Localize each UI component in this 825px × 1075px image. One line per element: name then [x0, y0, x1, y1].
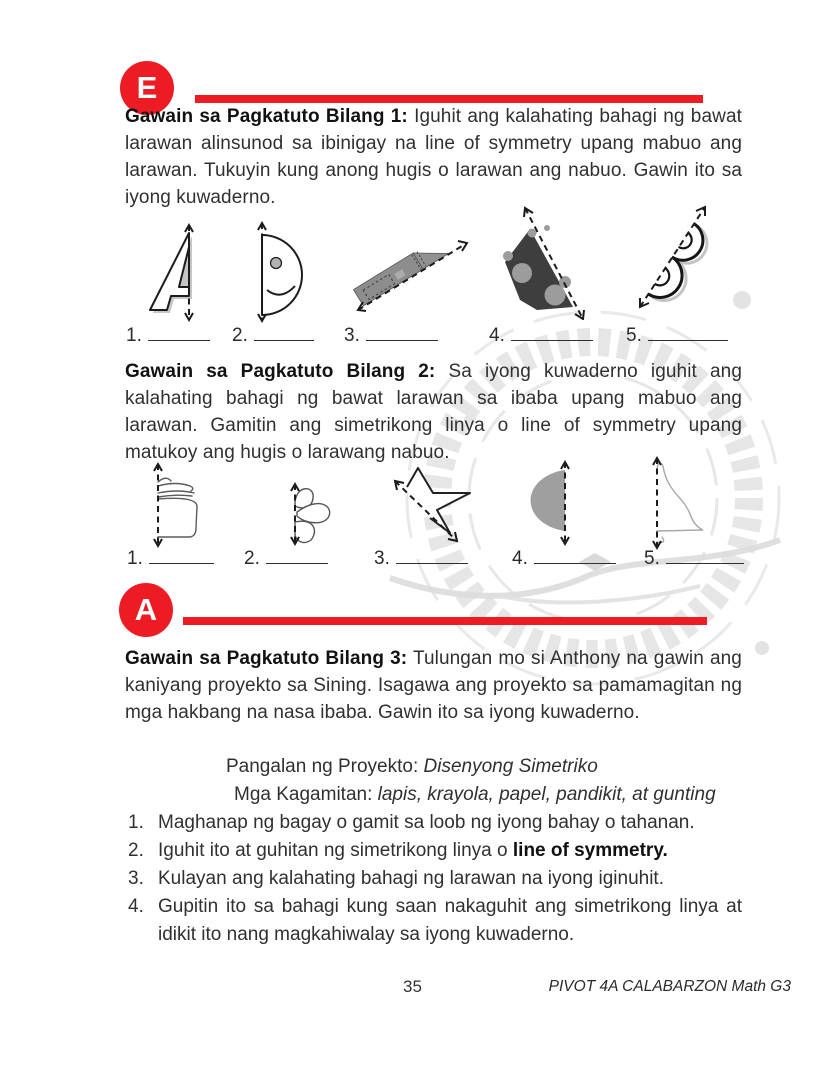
- step-item: [128, 809, 742, 837]
- answer-number: 1.: [126, 325, 142, 346]
- answer-number: 4.: [489, 325, 505, 346]
- half-letter-b-image: [630, 200, 725, 315]
- activity3-instructions: Tulungan mo si Anthony na gawin ang kaniyang proyekto sa Sining. Isagawa ang proyekto sa pamamagitan ng mga hakbang na nasa ibaba. Gawin ito sa iyong kuwaderno.: [125, 648, 742, 723]
- step-text: Iguhit ito at guhitan ng simetrikong linya o line of symmetry.: [158, 840, 668, 861]
- symmetry-axis: [154, 464, 162, 546]
- answer-item: [344, 325, 438, 347]
- step-number: 4.: [128, 896, 144, 917]
- answer-item: [489, 325, 593, 347]
- project-name-line: [226, 753, 716, 781]
- eye: [271, 258, 282, 269]
- answer-number: 1.: [127, 548, 143, 569]
- answer-blank[interactable]: [396, 548, 468, 564]
- answer-item: [126, 325, 210, 347]
- step-text: Gupitin ito sa bahagi kung saan nakaguhit ang simetrikong linya at idikit ito nang magkahiwalay sa iyong kuwaderno.: [158, 896, 742, 945]
- answer-item: [626, 325, 728, 347]
- answer-number: 3.: [344, 325, 360, 346]
- answer-item: [232, 325, 314, 347]
- half-flower-image: [285, 478, 335, 550]
- half-cookie-image: [495, 200, 590, 320]
- materials-label: Mga Kagamitan:: [234, 784, 373, 805]
- answer-number: 5.: [626, 325, 642, 346]
- answer-blank[interactable]: [534, 548, 616, 564]
- half-circle-shape: [531, 470, 565, 531]
- half-smiley-face-image: [250, 215, 310, 330]
- answer-item: [374, 548, 468, 570]
- answer-blank[interactable]: [648, 325, 728, 341]
- answer-blank[interactable]: [149, 548, 214, 564]
- red-divider-1: [195, 95, 703, 103]
- activity1-answer-row: [0, 325, 825, 349]
- activity2-instructions: Sa iyong kuwaderno iguhit ang kalahating bahagi ng bawat larawan sa ibaba upang mabuo ang larawan. Gamitin ang simetrikong linya o line of symmetry upang matukoy ang hugis o larawang nabuo.: [125, 361, 742, 463]
- badge-a-letter: A: [134, 592, 158, 627]
- half-star-shape: [407, 468, 470, 533]
- half-bell-image: [645, 450, 715, 555]
- step-text: Maghanap ng bagay o gamit sa loob ng iyong bahay o tahanan.: [158, 812, 695, 833]
- answer-item: [644, 548, 744, 570]
- answer-item: [512, 548, 616, 570]
- activity1-paragraph: [125, 103, 742, 211]
- answer-blank[interactable]: [366, 325, 438, 341]
- activity2-title: Gawain sa Pagkatuto Bilang 2:: [125, 361, 436, 382]
- answer-number: 4.: [512, 548, 528, 569]
- half-circle-image: [515, 452, 580, 552]
- activity1-instructions: Iguhit ang kalahating bahagi ng bawat larawan alinsunod sa ibinigay na line of symmetry upang mabuo ang larawan. Tukuyin kung anong hugis o larawan ang nabuo. Gawin ito sa iyong kuwaderno.: [125, 106, 742, 208]
- activity3-title: Gawain sa Pagkatuto Bilang 3:: [125, 648, 408, 669]
- half-crayon-image: [345, 235, 480, 320]
- answer-item: [244, 548, 328, 570]
- half-star-image: [385, 455, 475, 550]
- step-item: [128, 837, 742, 865]
- footer-edition: PIVOT 4A CALABARZON Math G3: [548, 978, 791, 995]
- answer-item: [127, 548, 214, 570]
- step-number: 3.: [128, 868, 144, 889]
- symmetry-axis: [358, 241, 467, 311]
- step-item: [128, 893, 742, 949]
- answer-blank[interactable]: [254, 325, 314, 341]
- footer-page-number: 35: [403, 977, 422, 996]
- section-badge-a: [119, 583, 173, 637]
- symmetry-axis: [653, 458, 661, 548]
- project-label: Pangalan ng Proyekto:: [226, 756, 419, 777]
- step-number: 1.: [128, 812, 144, 833]
- activity1-title: Gawain sa Pagkatuto Bilang 1:: [125, 106, 408, 127]
- half-crayon-shape: [353, 237, 448, 305]
- badge-e-letter: E: [136, 70, 158, 105]
- project-steps: [128, 809, 742, 949]
- project-info: [226, 753, 716, 809]
- half-letter-a-image: [140, 215, 210, 330]
- half-bell-shape: [657, 463, 703, 543]
- step-text: Kulayan ang kalahating bahagi ng larawan na iyong iginuhit.: [158, 868, 664, 889]
- half-face-shape: [262, 235, 302, 315]
- half-flower-shape: [295, 489, 330, 543]
- red-divider-2: [183, 617, 707, 625]
- answer-blank[interactable]: [148, 325, 210, 341]
- half-jar-shape: [158, 478, 197, 537]
- materials-line: [226, 781, 716, 809]
- answer-number: 5.: [644, 548, 660, 569]
- answer-blank[interactable]: [511, 325, 593, 341]
- answer-number: 2.: [244, 548, 260, 569]
- answer-blank[interactable]: [266, 548, 328, 564]
- answer-number: 3.: [374, 548, 390, 569]
- answer-number: 2.: [232, 325, 248, 346]
- step-number: 2.: [128, 840, 144, 861]
- answer-blank[interactable]: [666, 548, 744, 564]
- activity2-answer-row: [0, 548, 825, 572]
- project-name: Disenyong Simetriko: [423, 756, 598, 777]
- materials-list: lapis, krayola, papel, pandikit, at gunting: [377, 784, 716, 805]
- activity3-paragraph: [125, 645, 742, 726]
- step-item: [128, 865, 742, 893]
- half-jar-image: [150, 462, 205, 552]
